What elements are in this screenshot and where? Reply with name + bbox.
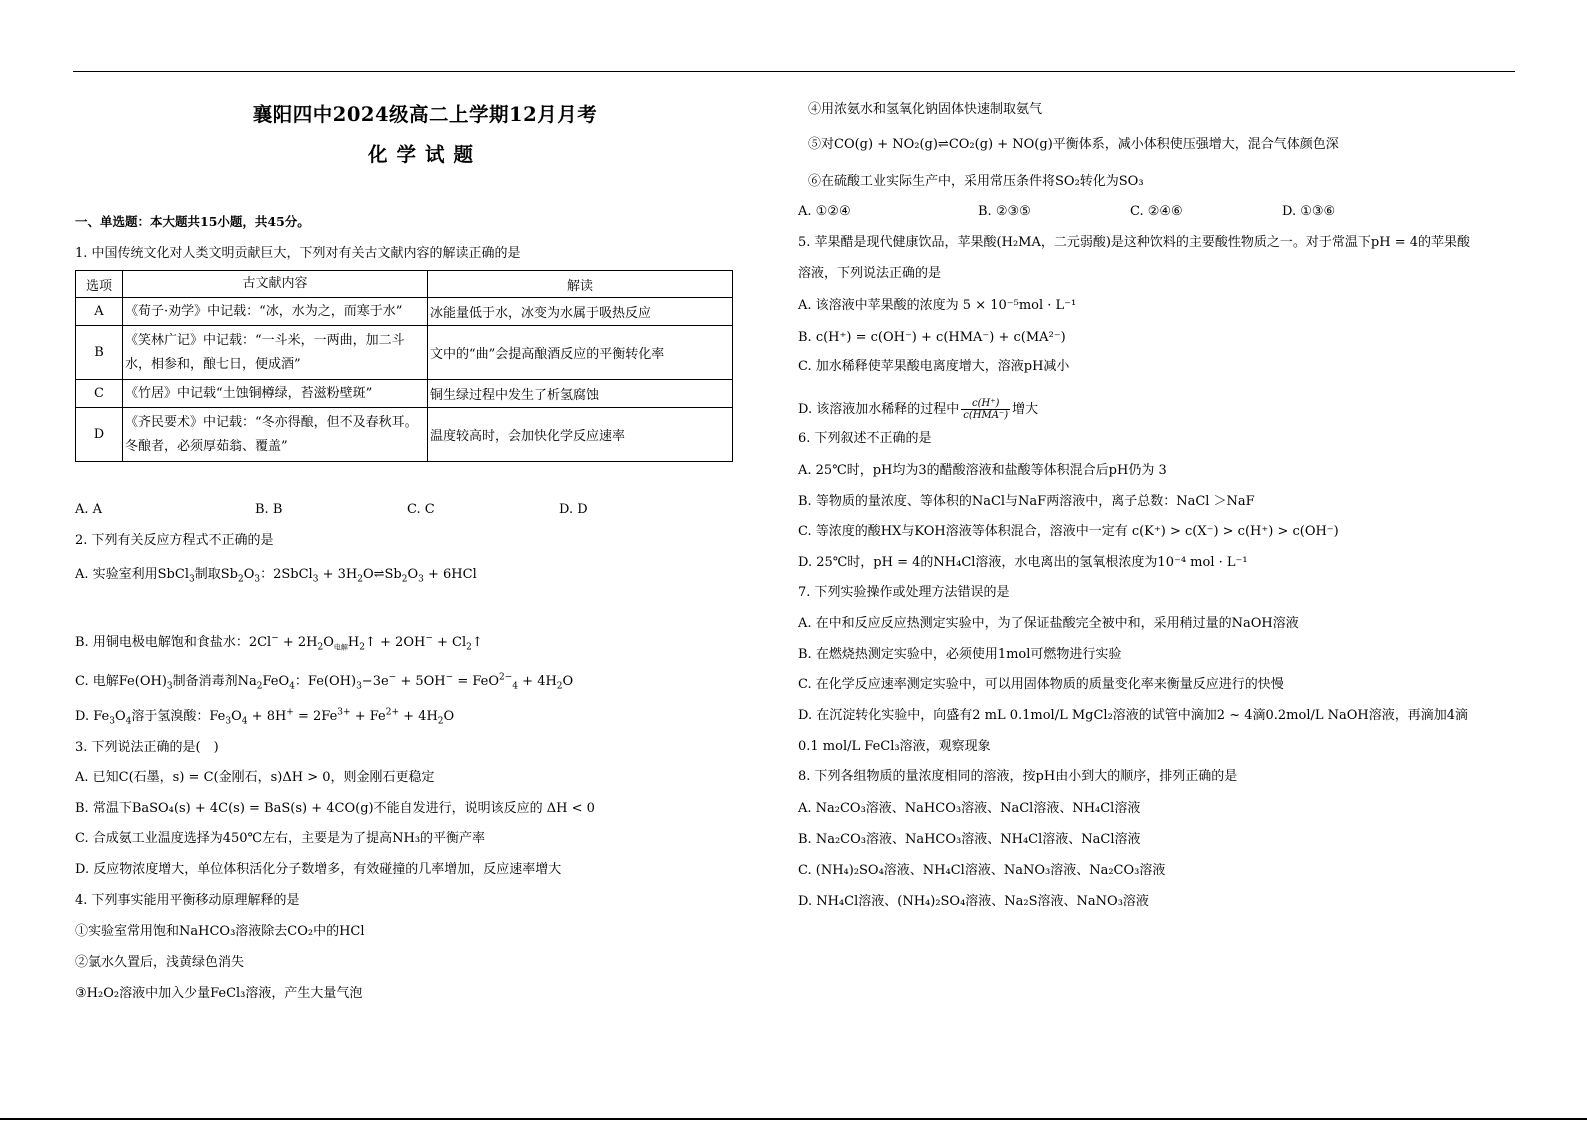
bottom-rule [0,1118,1587,1120]
q6-option-d[interactable]: D. 25℃时，pH = 4的NH₄Cl溶液，水电离出的氢氧根浓度为10⁻⁴ mol · L⁻¹ [798,555,1248,570]
table-cell: A [76,298,123,326]
q1-stem: 1. 中国传统文化对人类文明贡献巨大，下列对有关古文献内容的解读正确的是 [75,246,521,261]
q8-option-a[interactable]: A. Na₂CO₃溶液、NaHCO₃溶液、NaCl溶液、NH₄Cl溶液 [798,801,1141,816]
q4-item-2: ②氯水久置后，浅黄绿色消失 [75,955,245,970]
q5-option-d[interactable]: D. 该溶液加水稀释的过程中 $\frac{c(H^+)}{\text{c(HMA⁻)}}$ 增大 [798,398,1039,421]
q4-item-5: ⑤对CO(g) + NO₂(g)⇌CO₂(g) + NO(g)平衡体系，减小体积使压强增大，混合气体颜色深 [808,137,1339,152]
q4-stem: 4. 下列事实能用平衡移动原理解释的是 [75,893,300,908]
q7-option-a[interactable]: A. 在中和反应反应热测定实验中，为了保证盐酸完全被中和，采用稍过量的NaOH溶液 [798,616,1299,631]
top-rule [73,71,1515,72]
option-d[interactable]: D. ①③⑥ [1282,204,1336,219]
q8-option-c[interactable]: C. (NH₄)₂SO₄溶液、NH₄Cl溶液、NaNO₃溶液、Na₂CO₃溶液 [798,863,1166,878]
q3-option-b[interactable]: B. 常温下BaSO₄(s) + 4C(s) = BaS(s) + 4CO(g)不能自发进行，说明该反应的 ΔH < 0 [75,801,595,816]
table-cell: B [76,326,123,380]
q5-option-a[interactable]: A. 该溶液中苹果酸的浓度为 5 × 10⁻⁵mol · L⁻¹ [798,298,1077,313]
q7-stem: 7. 下列实验操作或处理方法错误的是 [798,585,1010,600]
q2-stem: 2. 下列有关反应方程式不正确的是 [75,533,274,548]
table-row [76,298,733,326]
q6-option-a[interactable]: A. 25℃时，pH均为3的醋酸溶液和盐酸等体积混合后pH仍为 3 [798,463,1167,478]
option-b[interactable]: B. B [255,502,283,517]
table-row [76,380,733,408]
q8-stem: 8. 下列各组物质的量浓度相同的溶液，按pH由小到大的顺序，排列正确的是 [798,769,1238,784]
table-header-row [76,271,733,298]
q5-option-c[interactable]: C. 加水稀释使苹果酸电离度增大，溶液pH减小 [798,359,1070,374]
table-cell: 铜生绿过程中发生了析氢腐蚀 [428,380,733,408]
q5-option-b[interactable]: B. c(H⁺) = c(OH⁻) + c(HMA⁻) + c(MA²⁻) [798,330,1066,345]
q2-option-d[interactable]: D. $Fe_3O_4$溶于氢溴酸：$Fe_3O_4 + 8H^+ = 2Fe^{3+} + Fe^{2+} + 4H_2O$ [75,707,455,727]
q2-option-a[interactable]: A. 实验室利用SbCl$_3$制取$Sb_2O_3$：2SbCl$_3$ + $3H_2O\rightleftharpoons Sb_2O_3 + 6HCl$ [75,567,477,585]
q6-stem: 6. 下列叙述不正确的是 [798,431,932,446]
option-a[interactable]: A. A [75,502,103,517]
q7-option-c[interactable]: C. 在化学反应速率测定实验中，可以用固体物质的质量变化率来衡量反应进行的快慢 [798,677,1284,692]
q4-item-3: ③H₂O₂溶液中加入少量FeCl₃溶液，产生大量气泡 [75,986,363,1001]
q3-option-a[interactable]: A. 已知C(石墨，s) = C(金刚石，s)ΔH > 0，则金刚石更稳定 [75,770,435,785]
option-d[interactable]: D. D [559,502,588,517]
table-row [76,408,733,462]
q3-option-c[interactable]: C. 合成氨工业温度选择为450℃左右，主要是为了提高NH₃的平衡产率 [75,831,486,846]
q7-option-b[interactable]: B. 在燃烧热测定实验中，必须使用1mol可燃物进行实验 [798,647,1122,662]
page-title: 襄阳四中2024级高二上学期12月月考 [252,103,598,126]
q8-option-d[interactable]: D. NH₄Cl溶液、(NH₄)₂SO₄溶液、Na₂S溶液、NaNO₃溶液 [798,894,1149,909]
table-cell: 《荀子·劝学》中记载：“冰，水为之，而寒于水” [123,298,428,326]
option-b[interactable]: B. ②③⑤ [978,204,1031,219]
q7-option-d-line1[interactable]: D. 在沉淀转化实验中，向盛有2 mL 0.1mol/L MgCl₂溶液的试管中滴加2 ~ 4滴0.2mol/L NaOH溶液，再滴加4滴 [798,708,1469,723]
option-c[interactable]: C. C [407,502,435,517]
q6-option-b[interactable]: B. 等物质的量浓度、等体积的NaCl与NaF两溶液中，离子总数：NaCl ＞NaF [798,494,1255,509]
table-cell: 文中的“曲”会提高酿酒反应的平衡转化率 [428,326,733,380]
table-header: 解读 [428,271,733,298]
table-header: 古文献内容 [123,271,428,298]
q4-item-6: ⑥在硫酸工业实际生产中，采用常压条件将SO₂转化为SO₃ [808,174,1144,189]
table-header: 选项 [76,271,123,298]
page-subtitle: 化学试题 [367,143,482,166]
q4-item-1: ①实验室常用饱和NaHCO₃溶液除去CO₂中的HCl [75,924,365,939]
q1-table [75,270,733,462]
table-row [76,326,733,380]
table-cell: 温度较高时，会加快化学反应速率 [428,408,733,462]
fraction: $\frac{c(H^+)}{\text{c(HMA⁻)}}$ [963,398,1009,421]
q7-option-d-line2[interactable]: 0.1 mol/L FeCl₃溶液，观察现象 [798,739,991,754]
q2-option-c[interactable]: C. 电解$Fe(OH)_3$制备消毒剂$Na_2FeO_4$：$Fe(OH)_3-3e^- + 5OH^- = FeO^{2-}_4 + 4H_2O$ [75,672,574,692]
q5-stem-line1: 5. 苹果醋是现代健康饮品，苹果酸(H₂MA，二元弱酸)是这种饮料的主要酸性物质之一。对于常温下pH = 4的苹果酸 [798,235,1471,250]
q5-stem-line2: 溶液，下列说法正确的是 [798,266,942,281]
q3-option-d[interactable]: D. 反应物浓度增大，单位体积活化分子数增多，有效碰撞的几率增加，反应速率增大 [75,862,562,877]
table-cell: 《齐民要术》中记载：“冬亦得酿，但不及春秋耳。冬酿者，必须厚茹翁、覆盖” [123,408,428,462]
q3-stem: 3. 下列说法正确的是( ) [75,740,219,755]
option-c[interactable]: C. ②④⑥ [1130,204,1183,219]
table-cell: 冰能量低于水，冰变为水属于吸热反应 [428,298,733,326]
q6-option-c[interactable]: C. 等浓度的酸HX与KOH溶液等体积混合，溶液中一定有 c(K⁺) > c(X⁻) > c(H⁺) > c(OH⁻) [798,524,1339,539]
option-a[interactable]: A. ①②④ [798,204,851,219]
q4-item-4: ④用浓氨水和氢氧化钠固体快速制取氨气 [808,102,1043,117]
table-cell: D [76,408,123,462]
q2-option-b[interactable]: B. 用铜电极电解饱和食盐水：$2Cl^- + 2H_2O_{电解}H_2↑ + 2OH^-$ + $Cl_2↑$ [75,633,483,653]
section-heading: 一、单选题：本大题共15小题，共45分。 [75,214,310,229]
q8-option-b[interactable]: B. Na₂CO₃溶液、NaHCO₃溶液、NH₄Cl溶液、NaCl溶液 [798,832,1141,847]
table-cell: 《竹居》中记载“土蚀铜樽绿，苔滋粉壁斑” [123,380,428,408]
table-cell: C [76,380,123,408]
table-cell: 《笑林广记》中记载：“一斗米，一两曲，加二斗水，相参和，酿七日，便成酒” [123,326,428,380]
